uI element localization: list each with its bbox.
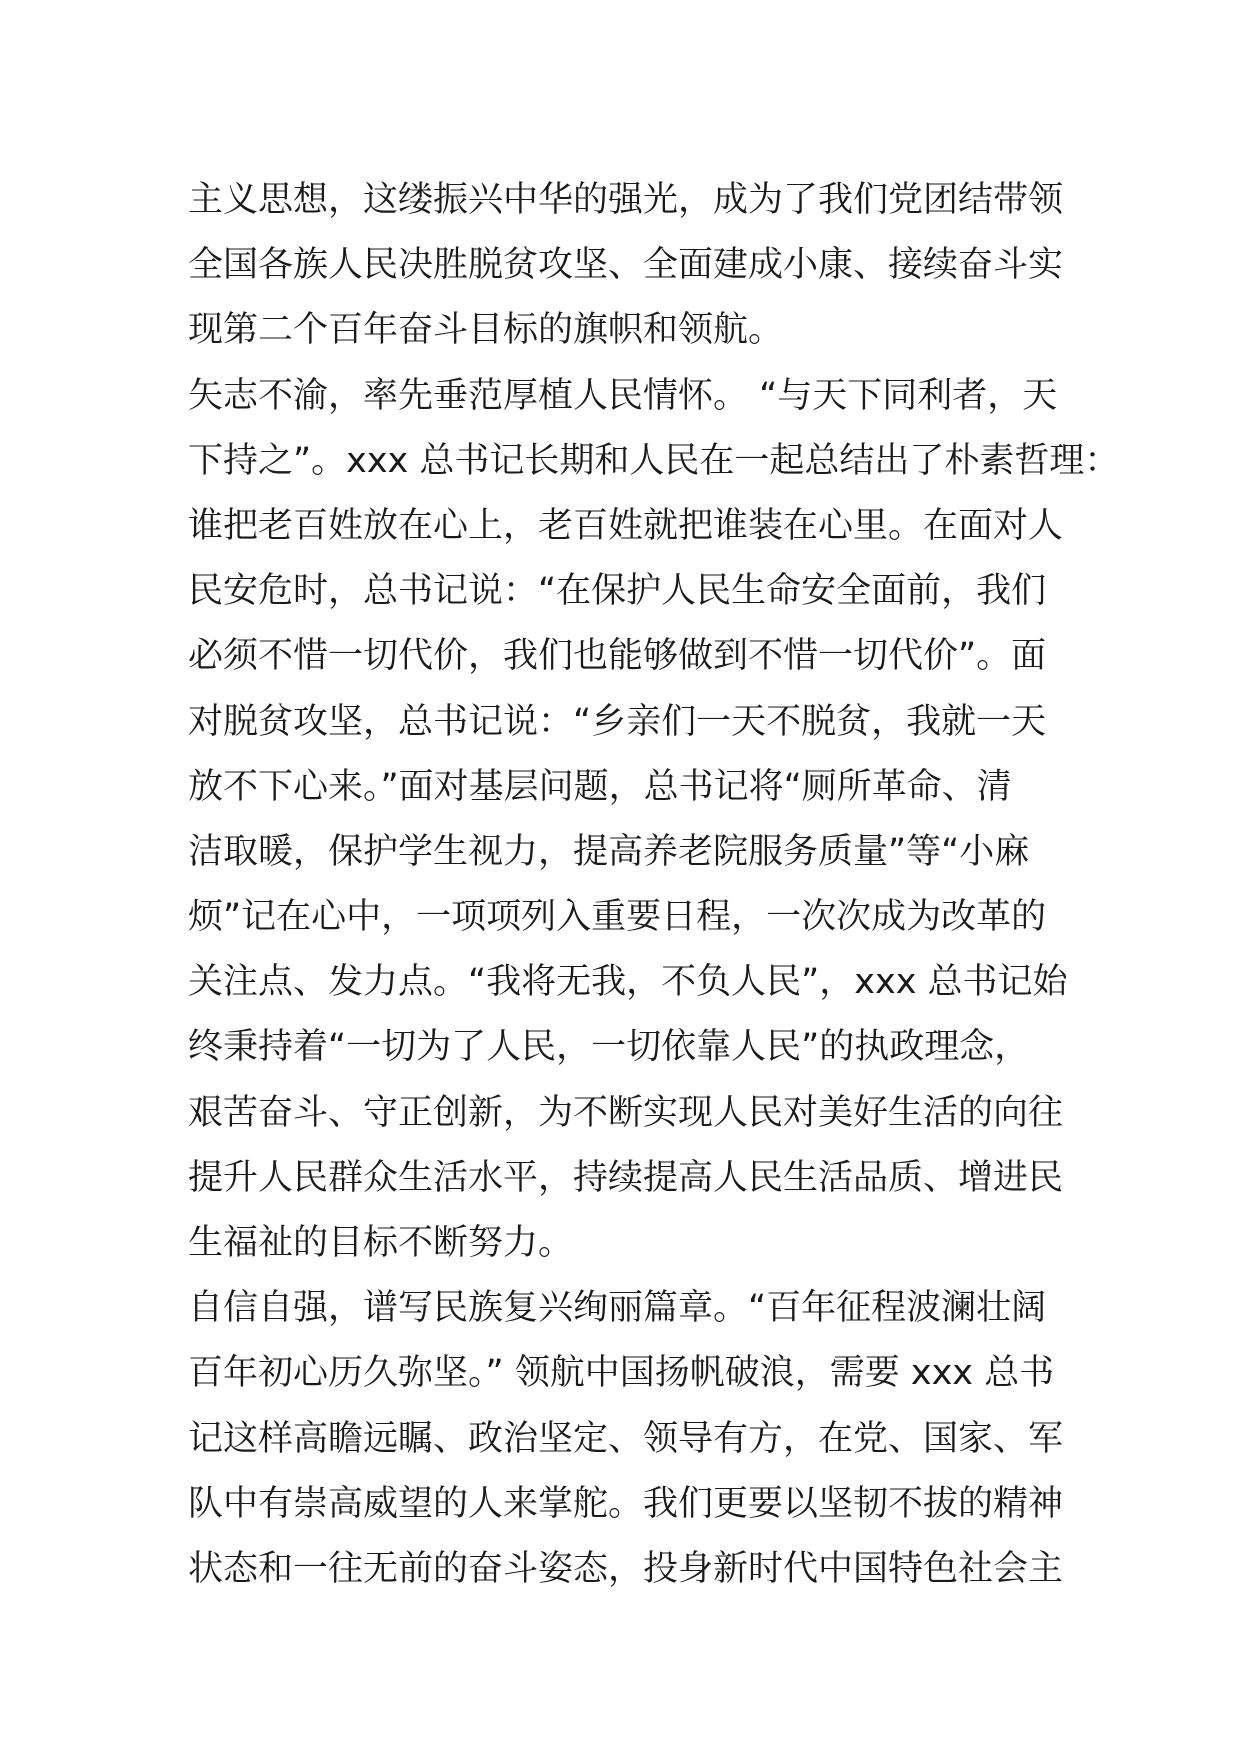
body-text	[188, 168, 1120, 1602]
text-line: 矢志不渝，率先垂范厚植人民情怀。 “与天下同利者，天	[188, 375, 1058, 416]
text-line: 民安危时，总书记说：“在保护人民生命安全面前，我们	[188, 571, 1047, 612]
text-line: 百年初心历久弥坚。” 领航中国扬帆破浪，需要 xxx 总书	[188, 1353, 1055, 1394]
text-line: 放不下心来。”面对基层问题，总书记将“厕所革命、清	[188, 766, 1012, 807]
text-line: 全国各族人民决胜脱贫攻坚、全面建成小康、接续奋斗实	[188, 245, 1064, 286]
text-line: 主义思想，这缕振兴中华的强光，成为了我们党团结带领	[188, 180, 1064, 220]
text-line: 记这样高瞻远瞩、政治坚定、领导有方，在党、国家、军	[188, 1418, 1064, 1459]
text-line: 现第二个百年奋斗目标的旗帜和领航。	[188, 310, 784, 351]
text-line: 提升人民群众生活水平，持续提高人民生活品质、增进民	[188, 1157, 1064, 1198]
text-line: 生福祉的目标不断努力。	[188, 1223, 574, 1263]
text-line: 自信自强，谱写民族复兴绚丽篇章。“百年征程波澜壮阔	[188, 1288, 1047, 1329]
text-line: 洁取暖，保护学生视力，提高养老院服务质量”等“小麻	[188, 831, 1030, 872]
text-line: 队中有崇高威望的人来掌舵。我们更要以坚韧不拔的精神	[188, 1483, 1064, 1524]
text-line: 谁把老百姓放在心上，老百姓就把谁装在心里。在面对人	[188, 505, 1064, 546]
text-line: 对脱贫攻坚，总书记说：“乡亲们一天不脱贫，我就一天	[188, 701, 1047, 742]
text-line: 下持之”。xxx 总书记长期和人民在一起总结出了朴素哲理：	[188, 440, 1120, 481]
text-line: 状态和一往无前的奋斗姿态，投身新时代中国特色社会主	[188, 1548, 1064, 1589]
text-line: 关注点、发力点。“我将无我，不负人民”，xxx 总书记始	[188, 962, 1068, 1003]
text-line: 终秉持着“一切为了人民，一切依靠人民”的执政理念，	[188, 1027, 1030, 1068]
text-line: 烦”记在心中，一项项列入重要日程，一次次成为改革的	[188, 897, 1047, 938]
text-line: 必须不惜一切代价，我们也能够做到不惜一切代价”。面	[188, 636, 1047, 677]
text-line: 艰苦奋斗、守正创新，为不断实现人民对美好生活的向往	[188, 1092, 1064, 1133]
